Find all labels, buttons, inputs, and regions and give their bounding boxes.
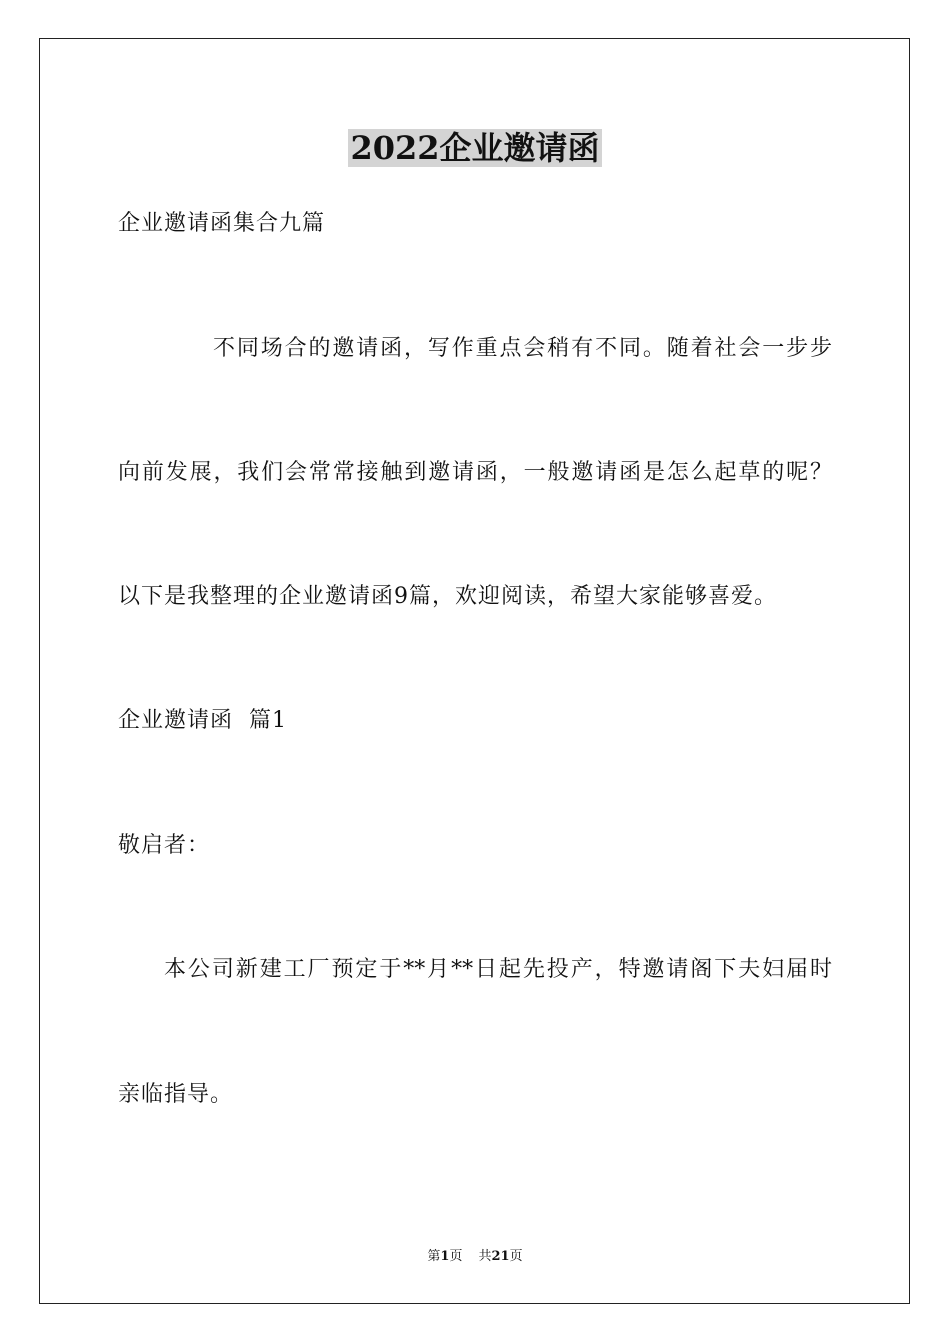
total-pages: 21 [491, 1249, 510, 1264]
page-number: 1 [440, 1249, 450, 1264]
document-title-text: 2022企业邀请函 [350, 129, 600, 167]
page-footer [0, 1248, 950, 1266]
page-suffix: 页 [449, 1249, 463, 1264]
paragraph-line-3: 以下是我整理的企业邀请函9篇，欢迎阅读，希望大家能够喜爱。 [118, 584, 777, 609]
document-title [0, 128, 950, 168]
salutation: 敬启者： [118, 833, 211, 858]
section-heading: 企业邀请函 篇1 [118, 708, 287, 733]
paragraph-line-5: 亲临指导。 [118, 1082, 234, 1107]
page-prefix: 第 [427, 1249, 441, 1264]
paragraph-line-4: 本公司新建工厂预定于**月**日起先投产，特邀请阁下夫妇届时 [164, 957, 832, 982]
paragraph-line-1: 不同场合的邀请函，写作重点会稍有不同。随着社会一步步 [213, 336, 832, 361]
paragraph-line-2: 向前发展，我们会常常接触到邀请函，一般邀请函是怎么起草的呢？ [118, 460, 832, 485]
total-prefix: 共 [478, 1249, 492, 1264]
total-suffix: 页 [509, 1249, 523, 1264]
document-subtitle: 企业邀请函集合九篇 [118, 211, 326, 236]
